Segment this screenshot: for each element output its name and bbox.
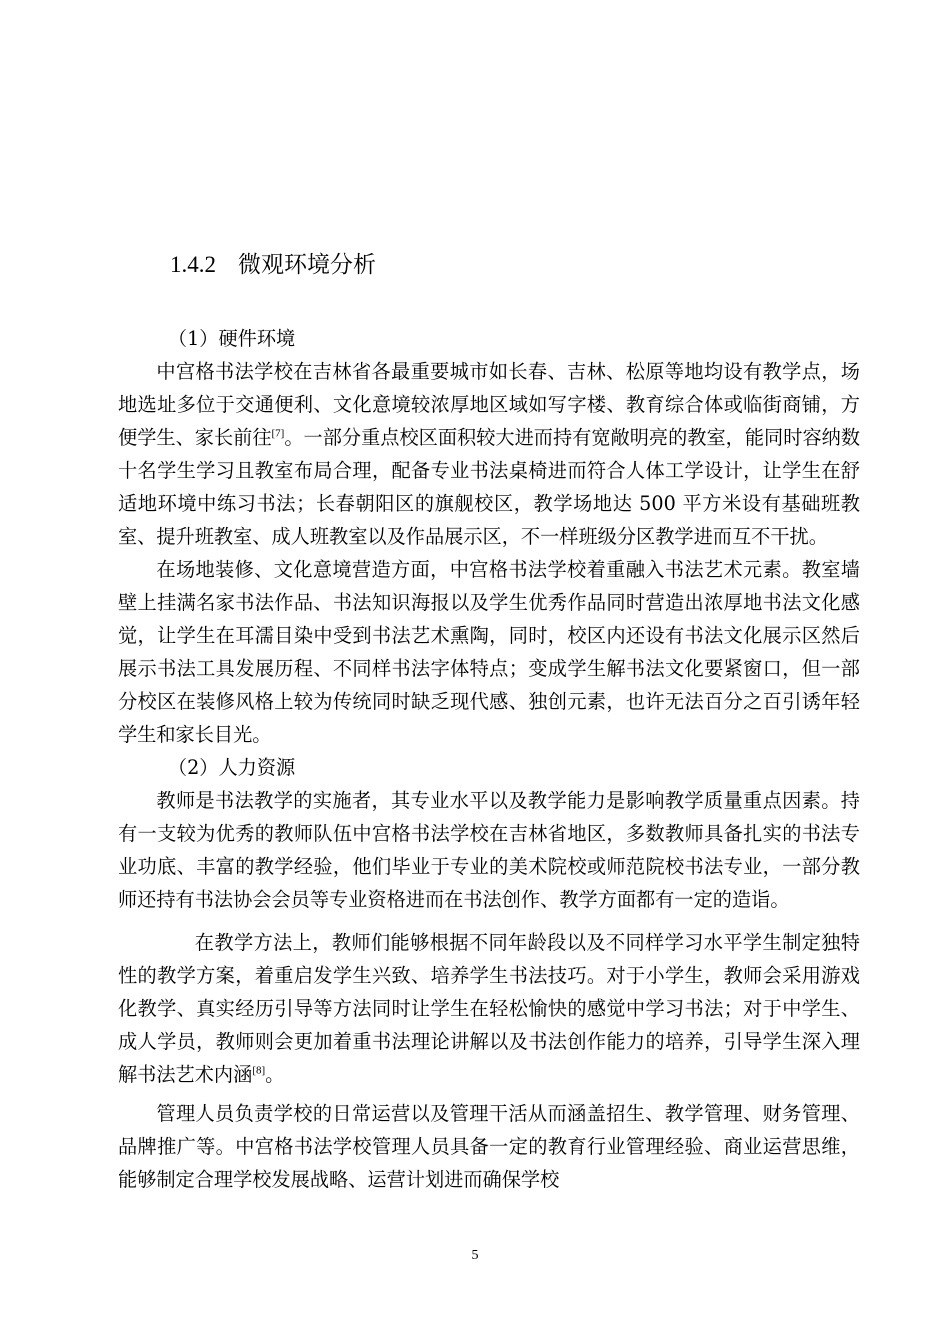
paragraph-teachers: 教师是书法教学的实施者，其专业水平以及教学能力是影响教学质量重点因素。持有一支较为优秀的教师队伍中宫格书法学校在吉林省地区，多数教师具备扎实的书法专业功底、丰富的教学经验，他们毕业于专业的美术院校或师范院校书法专业，一部分教师还持有书法协会会员等专业资格进而在书法创作、教学方面都有一定的造诣。 [118, 789, 860, 911]
body-text [118, 322, 860, 1196]
subheading-hardware: （1）硬件环境 [167, 327, 296, 350]
paragraph-decoration: 在场地装修、文化意境营造方面，中宫格书法学校着重融入书法艺术元素。教室墙壁上挂满名家书法作品、书法知识海报以及学生优秀作品同时营造出浓厚地书法文化感觉，让学生在耳濡目染中受到书法艺术熏陶，同时，校区内还设有书法文化展示区然后展示书法工具发展历程、不同样书法字体特点；变成学生解书法文化要紧窗口，但一部分校区在装修风格上较为传统同时缺乏现代感、独创元素，也许无法百分之百引诱年轻学生和家长目光。 [118, 558, 860, 746]
paragraph-text: 在教学方法上，教师们能够根据不同年龄段以及不同样学习水平学生制定独特性的教学方案，着重启发学生兴致、培养学生书法技巧。对于小学生，教师会采用游戏化教学、真实经历引导等方法同时让学生在轻松愉快的感觉中学习书法；对于中学生、成人学员，教师则会更加着重书法理论讲解以及书法创作能力的培养，引导学生深入理解书法艺术内涵 [118, 931, 860, 1086]
paragraph-text-continued: 。一部分重点校区面积较大进而持有宽敞明亮的教室，能同时容纳数十名学生学习且教室布局合理，配备专业书法桌椅进而符合人体工学设计，让学生在舒适地环境中练习书法；长春朝阳区的旗舰校区，教学场地达 500 平方米设有基础班教室、提升班教室、成人班教室以及作品展示区，不一样班级分区教学进而互不干扰。 [118, 426, 861, 548]
paragraph-teaching-methods [118, 926, 860, 1091]
paragraph-management: 管理人员负责学校的日常运营以及管理干活从而涵盖招生、教学管理、财务管理、品牌推广等。中宫格书法学校管理人员具备一定的教育行业管理经验、商业运营思维，能够制定合理学校发展战略、运营计划进而确保学校 [118, 1102, 860, 1191]
paragraph-text: 中宫格书法学校在吉林省各最重要城市如长春、吉林、松原等地均设有教学点，场地选址多位于交通便利、文化意境较浓厚地区域如写字楼、教育综合体或临街商铺，方便学生、家长前往 [118, 360, 860, 449]
citation-ref: [8] [252, 1064, 266, 1077]
subheading-human-resources: （2）人力资源 [167, 756, 296, 779]
citation-ref: [7] [271, 427, 285, 440]
paragraph-text-continued: 。 [265, 1063, 285, 1086]
section-title: 微观环境分析 [238, 252, 376, 278]
section-number: 1.4.2 [170, 252, 216, 277]
section-heading [170, 248, 376, 282]
page-number: 5 [471, 1248, 479, 1263]
paragraph-hardware-sites [118, 355, 860, 553]
